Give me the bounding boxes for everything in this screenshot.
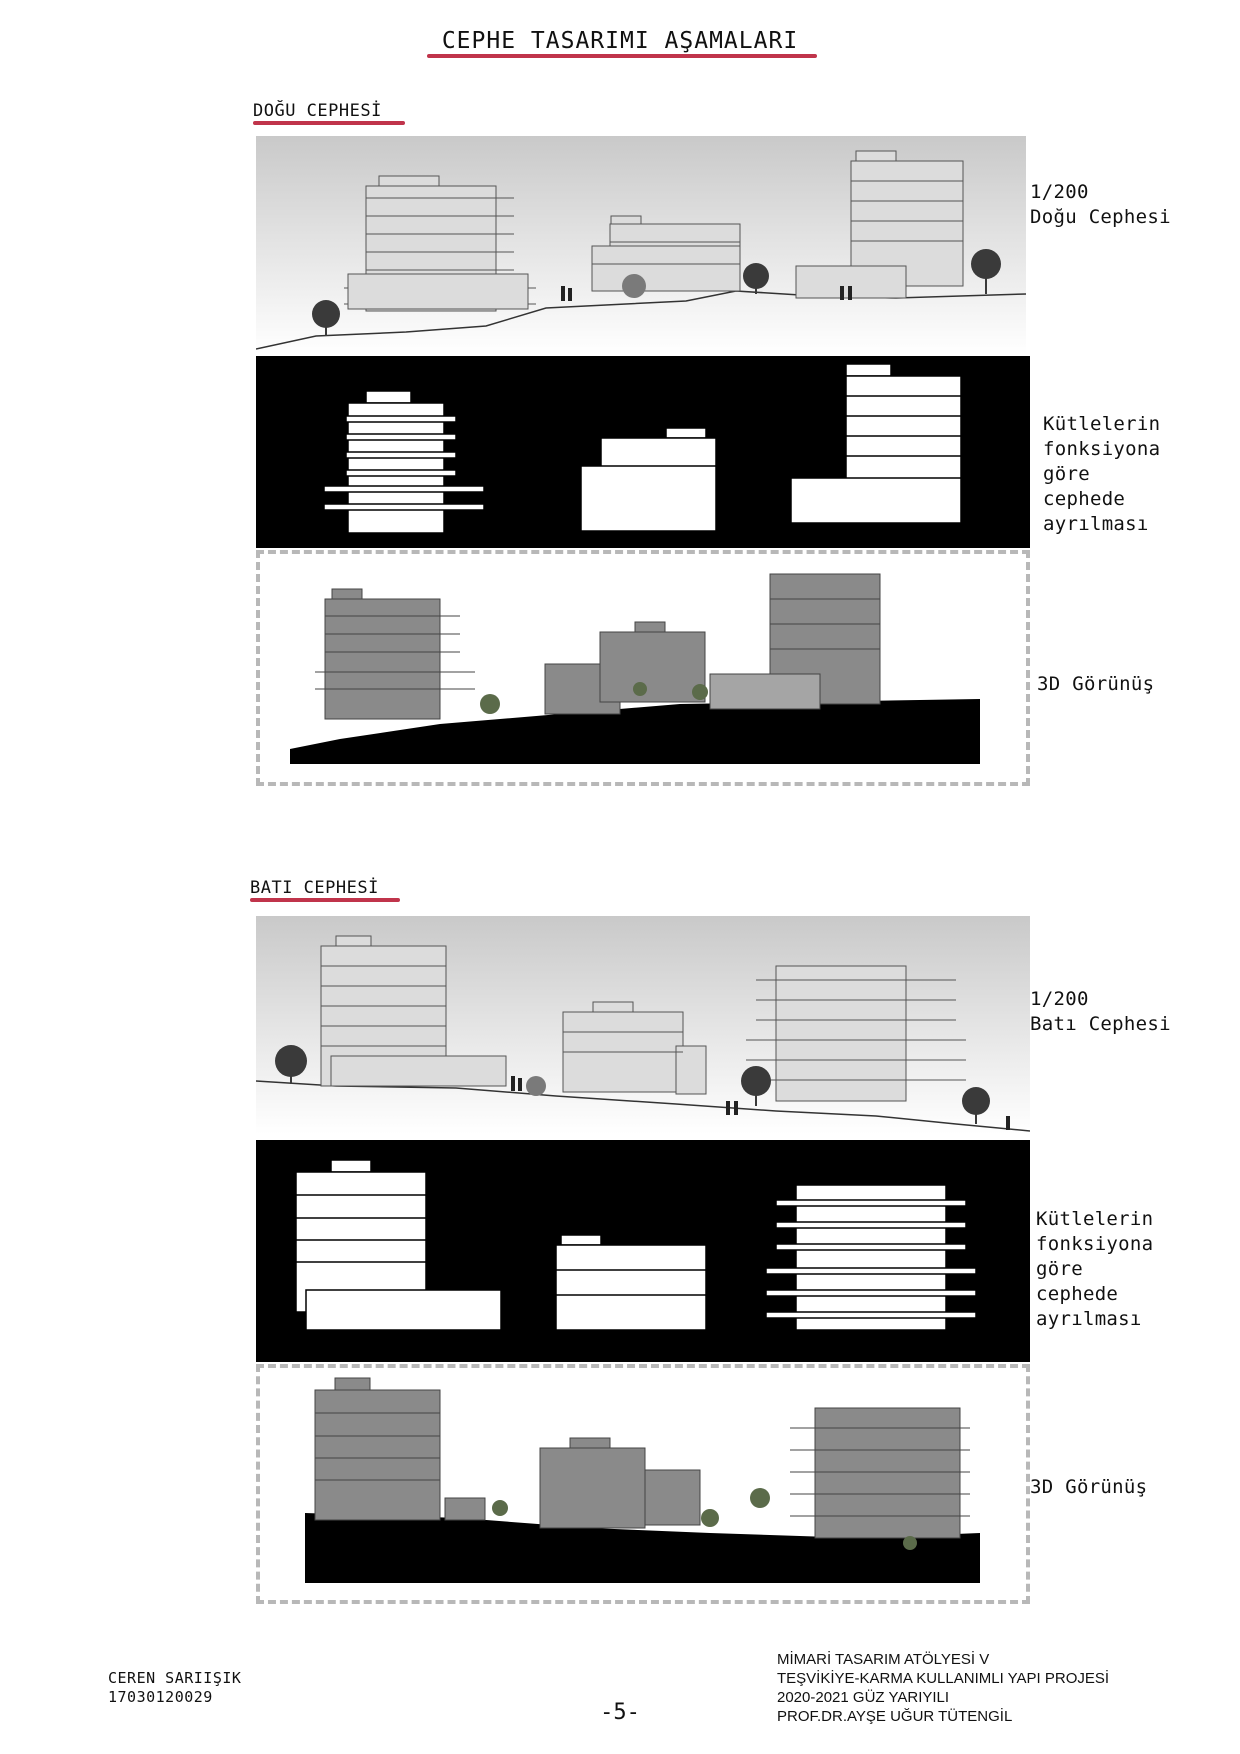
- title-underline: [427, 54, 817, 58]
- author-name: CEREN SARIIŞIK: [108, 1669, 242, 1687]
- east-elevation-label: 1/200 Doğu Cephesi: [1030, 181, 1171, 228]
- course-line: 2020-2021 GÜZ YARIYILI: [777, 1689, 950, 1706]
- page-number: -5-: [600, 1700, 640, 1725]
- page-title: CEPHE TASARIMI AŞAMALARI: [441, 28, 799, 54]
- course-line: PROF.DR.AYŞE UĞUR TÜTENGİL: [777, 1708, 1013, 1725]
- course-info: [777, 1650, 1109, 1726]
- east-elevation-drawing: [256, 136, 1026, 354]
- east-3d-view: [256, 550, 1030, 786]
- west-mass-diagram: [256, 1140, 1030, 1362]
- west-3d-label: 3D Görünüş: [1030, 1476, 1148, 1498]
- section-underline-west: [250, 898, 400, 902]
- west-elevation-label: 1/200 Batı Cephesi: [1030, 988, 1171, 1035]
- west-3d-view: [256, 1364, 1030, 1604]
- east-mass-diagram: [256, 356, 1030, 548]
- west-mass-label: Kütlelerin fonksiyona göre cephede ayrılması: [1036, 1208, 1154, 1330]
- east-3d-label: 3D Görünüş: [1037, 673, 1155, 695]
- course-line: TEŞVİKİYE-KARMA KULLANIMLI YAPI PROJESİ: [777, 1670, 1110, 1687]
- section-underline-east: [253, 121, 405, 125]
- student-id: 17030120029: [108, 1688, 213, 1706]
- section-heading-east: DOĞU CEPHESİ: [253, 101, 382, 121]
- west-elevation-drawing: [256, 916, 1030, 1134]
- east-mass-label: Kütlelerin fonksiyona göre cephede ayrılması: [1043, 413, 1161, 535]
- course-line: MİMARİ TASARIM ATÖLYESİ V: [777, 1651, 990, 1668]
- section-heading-west: BATI CEPHESİ: [250, 878, 379, 898]
